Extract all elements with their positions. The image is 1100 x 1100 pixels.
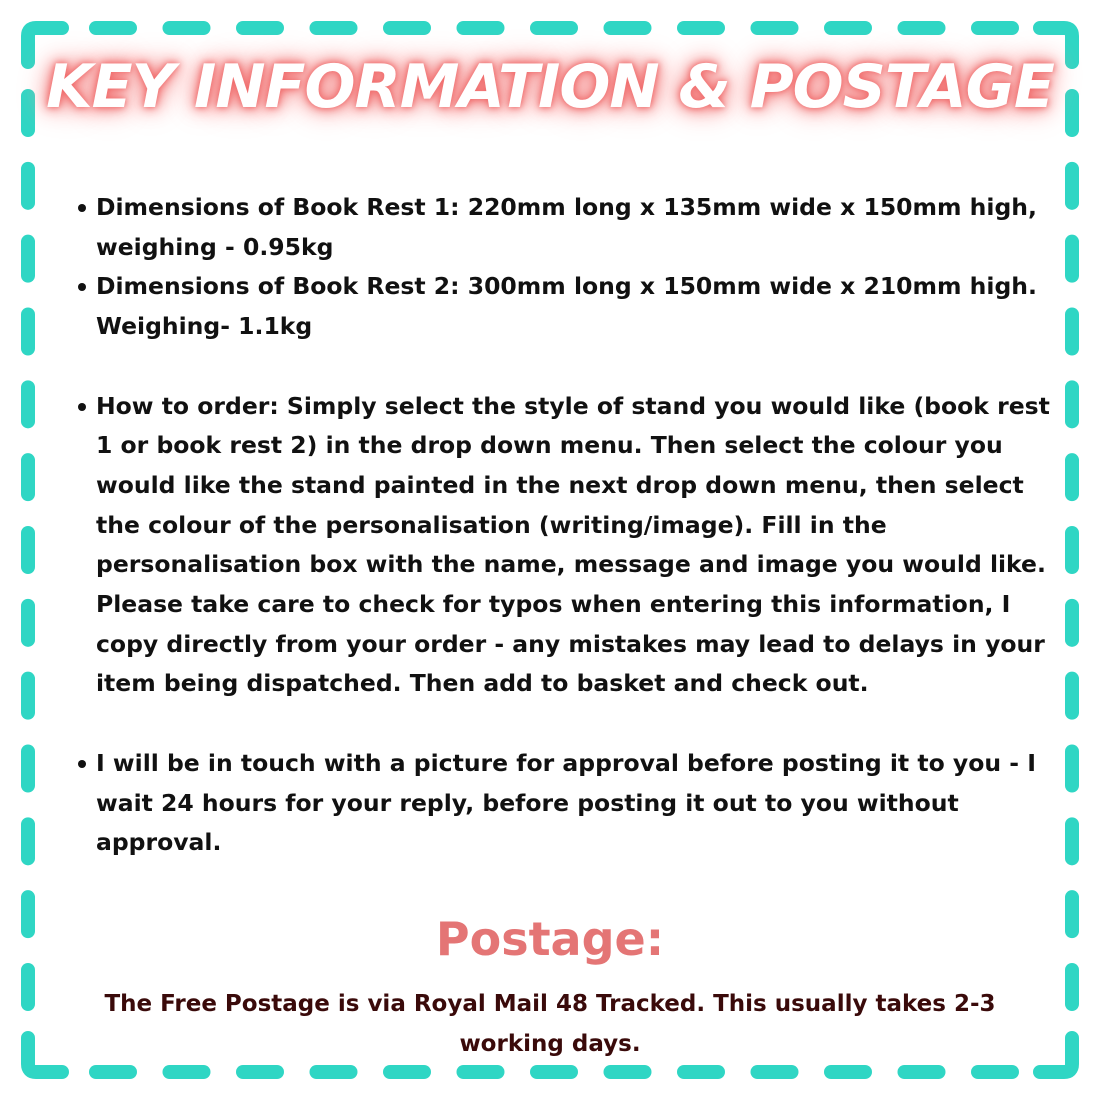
list-item: [78, 387, 1058, 705]
list-item: [78, 267, 1058, 346]
info-item-approval: I will be in touch with a picture for approval before posting it to you - I wait 24 hours for your reply, before posting it out to you without approval.: [96, 748, 1036, 857]
spacer: [78, 347, 1058, 387]
bullet-icon: [78, 204, 86, 212]
bullet-icon: [78, 760, 86, 768]
info-item-how-to-order: How to order: Simply select the style of stand you would like (book rest 1 or book rest 2) in the drop down menu. Then select the colour you would like the stand painted in the next drop down menu, then select the colour of the personalisation (writing/image). Fill in the personalisation box with the name, message and image you would like. Please take care to check for typos when entering this information, I copy directly from your order - any mistakes may lead to delays in your item being dispatched. Then add to basket and check out.: [96, 391, 1050, 698]
border-corner-bottom-right: [1040, 1038, 1072, 1072]
list-item: [78, 744, 1058, 863]
postage-heading: Postage:: [435, 912, 665, 966]
bullet-icon: [78, 283, 86, 291]
info-item-dimensions-2: Dimensions of Book Rest 2: 300mm long x 150mm wide x 210mm high. Weighing- 1.1kg: [96, 272, 1037, 341]
list-item: [78, 188, 1058, 267]
key-information-list: [78, 188, 1058, 863]
page-title: KEY INFORMATION & POSTAGE: [46, 52, 1054, 122]
border-corner-bottom-left: [28, 1038, 62, 1072]
spacer: [78, 704, 1058, 744]
info-item-dimensions-1: Dimensions of Book Rest 1: 220mm long x 135mm wide x 150mm high, weighing - 0.95kg: [96, 193, 1037, 261]
bullet-icon: [78, 403, 86, 411]
postage-text: The Free Postage is via Royal Mail 48 Tracked. This usually takes 2-3 working days.: [104, 991, 996, 1057]
